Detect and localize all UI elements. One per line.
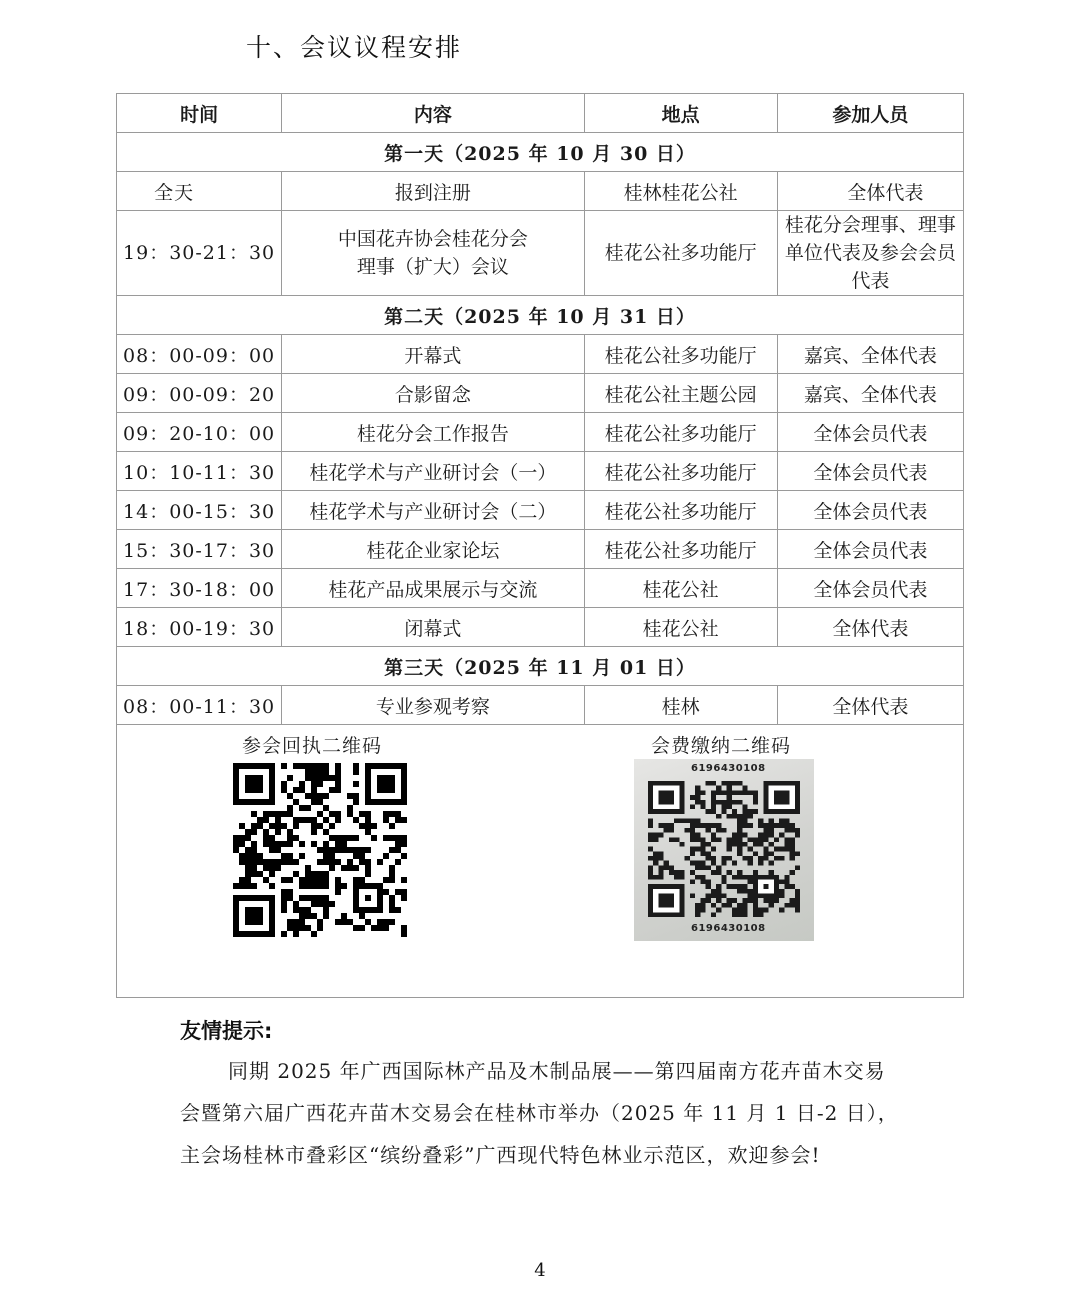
section-title: 十、会议议程安排 <box>246 33 463 62</box>
cell-time: 18：00-19：30 <box>117 608 282 647</box>
fee-qr-card[interactable] <box>634 759 814 941</box>
fee-qr-number-bottom: 6196430108 <box>691 923 766 934</box>
table-row <box>117 413 964 452</box>
cell-people: 全体代表 <box>777 172 963 211</box>
cell-time: 17：30-18：00 <box>117 569 282 608</box>
cell-people: 全体代表 <box>777 686 963 725</box>
cell-people: 全体会员代表 <box>777 569 963 608</box>
cell-place: 桂花公社 <box>584 569 777 608</box>
cell-content: 闭幕式 <box>282 608 584 647</box>
tips-body: 同期 2025 年广西国际林产品及木制品展——第四届南方花卉苗木交易会暨第六届广西花卉苗木交易会在桂林市举办（2025 年 11 月 1 日-2 日），主会场桂林市叠彩区“缤纷叠彩”广西现代特色林业示范区，欢迎参会! <box>180 1059 899 1167</box>
fee-qr-label: 会费缴纳二维码 <box>651 735 792 757</box>
header-row <box>117 94 964 133</box>
cell-time: 09：20-10：00 <box>117 413 282 452</box>
cell-content: 合影留念 <box>282 374 584 413</box>
table-row <box>117 686 964 725</box>
day-row <box>117 647 964 686</box>
cell-people: 全体会员代表 <box>777 530 963 569</box>
cell-place: 桂花公社多功能厅 <box>584 452 777 491</box>
table-row <box>117 569 964 608</box>
cell-time: 09：00-09：20 <box>117 374 282 413</box>
cell-time: 15：30-17：30 <box>117 530 282 569</box>
cell-place: 桂林桂花公社 <box>584 172 777 211</box>
cell-content: 报到注册 <box>282 172 584 211</box>
fee-qr-number-top: 6196430108 <box>691 763 766 774</box>
table-row <box>117 452 964 491</box>
day-row <box>117 296 964 335</box>
cell-time: 10：10-11：30 <box>117 452 282 491</box>
day-label: 第三天（2025 年 11 月 01 日） <box>117 647 964 686</box>
day-label: 第一天（2025 年 10 月 30 日） <box>117 133 964 172</box>
table-row <box>117 491 964 530</box>
cell-people: 嘉宾、全体代表 <box>777 335 963 374</box>
cell-content: 专业参观考察 <box>282 686 584 725</box>
cell-content: 桂花学术与产业研讨会（二） <box>282 491 584 530</box>
cell-place: 桂花公社主题公园 <box>584 374 777 413</box>
cell-people: 全体会员代表 <box>777 491 963 530</box>
tips-title: 友情提示: <box>180 1019 273 1043</box>
qr-row <box>117 725 964 998</box>
table-row <box>117 608 964 647</box>
cell-place: 桂花公社多功能厅 <box>584 413 777 452</box>
cell-people: 全体代表 <box>777 608 963 647</box>
qr-cell <box>117 725 964 998</box>
cell-place: 桂林 <box>584 686 777 725</box>
cell-content: 桂花学术与产业研讨会（一） <box>282 452 584 491</box>
cell-time: 全天 <box>117 172 282 211</box>
header-content: 内容 <box>282 94 584 133</box>
table-row <box>117 211 964 296</box>
header-people: 参加人员 <box>777 94 963 133</box>
receipt-qr-label: 参会回执二维码 <box>242 735 383 757</box>
fee-qr-code <box>648 781 800 922</box>
cell-time: 19：30-21：30 <box>117 211 282 296</box>
cell-people: 嘉宾、全体代表 <box>777 374 963 413</box>
cell-place: 桂花公社多功能厅 <box>584 491 777 530</box>
page-number: 4 <box>534 1260 546 1281</box>
cell-place: 桂花公社多功能厅 <box>584 530 777 569</box>
cell-time: 08：00-11：30 <box>117 686 282 725</box>
table-row <box>117 335 964 374</box>
cell-time: 08：00-09：00 <box>117 335 282 374</box>
table-row <box>117 530 964 569</box>
cell-people: 桂花分会理事、理事单位代表及参会会员代表 <box>777 211 963 296</box>
day-label: 第二天（2025 年 10 月 31 日） <box>117 296 964 335</box>
agenda-table <box>116 93 964 998</box>
cell-place: 桂花公社 <box>584 608 777 647</box>
cell-place: 桂花公社多功能厅 <box>584 211 777 296</box>
cell-people: 全体会员代表 <box>777 452 963 491</box>
table-row <box>117 172 964 211</box>
cell-place: 桂花公社多功能厅 <box>584 335 777 374</box>
cell-time: 14：00-15：30 <box>117 491 282 530</box>
cell-content: 桂花产品成果展示与交流 <box>282 569 584 608</box>
cell-content: 桂花分会工作报告 <box>282 413 584 452</box>
cell-content: 开幕式 <box>282 335 584 374</box>
header-time: 时间 <box>117 94 282 133</box>
table-row <box>117 374 964 413</box>
cell-people: 全体会员代表 <box>777 413 963 452</box>
cell-content: 中国花卉协会桂花分会理事（扩大）会议 <box>282 211 584 296</box>
cell-content: 桂花企业家论坛 <box>282 530 584 569</box>
day-row <box>117 133 964 172</box>
receipt-qr-code[interactable] <box>233 763 407 942</box>
header-place: 地点 <box>584 94 777 133</box>
